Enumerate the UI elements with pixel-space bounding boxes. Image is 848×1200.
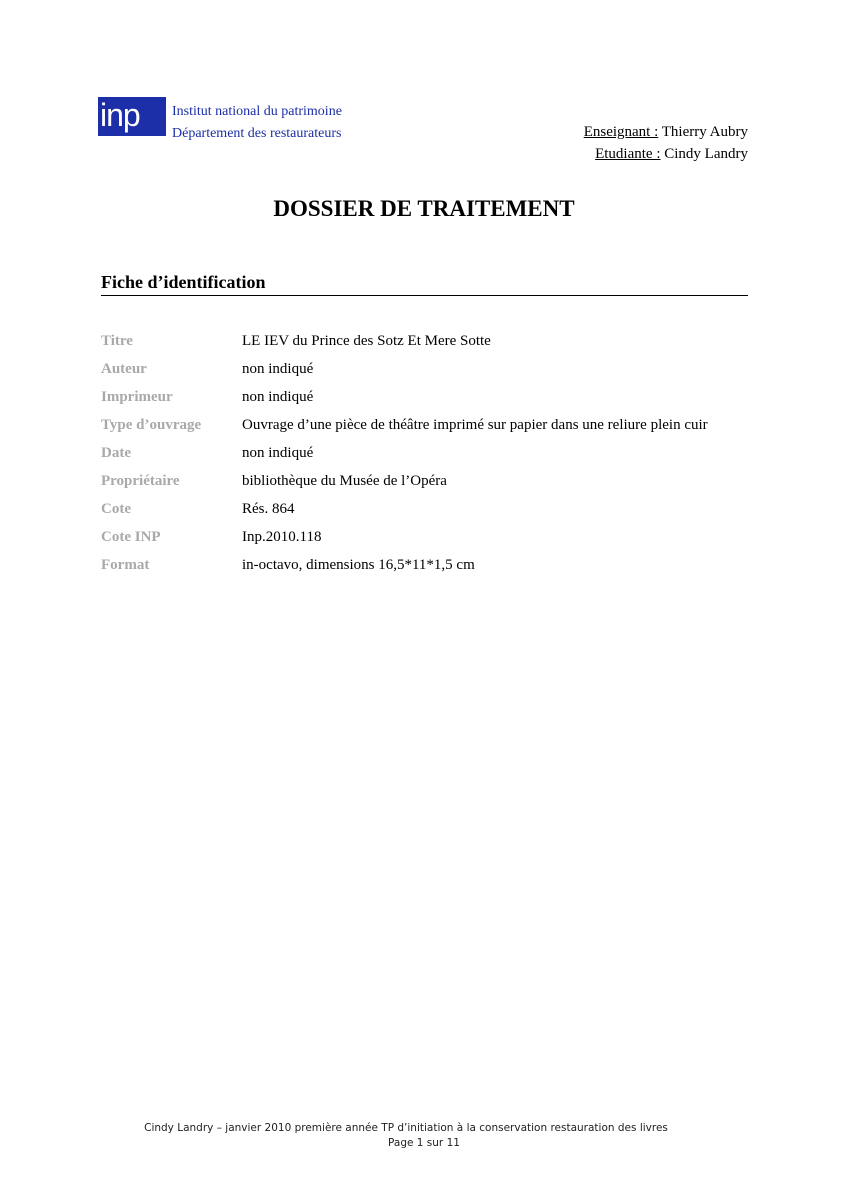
logo-text: inp bbox=[100, 97, 140, 133]
field-value: non indiqué bbox=[242, 361, 314, 377]
field-label: Format bbox=[101, 557, 150, 573]
persons-block bbox=[584, 121, 748, 165]
field-value: Ouvrage d’une pièce de théâtre imprimé sur papier dans une reliure plein cuir bbox=[242, 417, 708, 433]
teacher-label: Enseignant : bbox=[583, 124, 659, 140]
field-value: LE IEV du Prince des Sotz Et Mere Sotte bbox=[242, 333, 491, 349]
field-row-imprimeur bbox=[101, 387, 748, 407]
section-heading: Fiche d’identification bbox=[101, 272, 748, 296]
teacher-line bbox=[584, 121, 748, 143]
field-label: Cote INP bbox=[101, 529, 161, 545]
student-label: Etudiante : bbox=[595, 146, 661, 162]
field-value: in-octavo, dimensions 16,5*11*1,5 cm bbox=[242, 557, 475, 573]
footer-credit: Cindy Landry – janvier 2010 première année TP d’initiation à la conservation restauration des livres bbox=[144, 1122, 668, 1134]
institution-block bbox=[172, 101, 342, 145]
field-row-titre bbox=[101, 331, 748, 351]
field-label: Propriétaire bbox=[101, 473, 180, 489]
field-label: Type d’ouvrage bbox=[101, 417, 202, 433]
page-number: Page 1 sur 11 bbox=[388, 1137, 460, 1149]
field-row-date bbox=[101, 443, 748, 463]
field-label: Imprimeur bbox=[101, 389, 173, 405]
inp-logo bbox=[98, 97, 166, 136]
field-row-cote-inp bbox=[101, 527, 748, 547]
field-row-type-ouvrage bbox=[101, 415, 748, 435]
field-value: non indiqué bbox=[242, 445, 314, 461]
document-title: DOSSIER DE TRAITEMENT bbox=[273, 196, 575, 221]
field-row-auteur bbox=[101, 359, 748, 379]
field-row-proprietaire bbox=[101, 471, 748, 491]
field-value: non indiqué bbox=[242, 389, 314, 405]
field-row-cote bbox=[101, 499, 748, 519]
department-name: Département des restaurateurs bbox=[172, 126, 342, 141]
field-label: Cote bbox=[101, 501, 131, 517]
field-value: Inp.2010.118 bbox=[242, 529, 322, 545]
field-value: Rés. 864 bbox=[242, 501, 295, 517]
field-label: Date bbox=[101, 445, 131, 461]
field-value: bibliothèque du Musée de l’Opéra bbox=[242, 473, 447, 489]
teacher-name: Thierry Aubry bbox=[661, 124, 748, 140]
field-row-format bbox=[101, 555, 748, 575]
identification-fields bbox=[101, 331, 748, 583]
page-footer bbox=[0, 1121, 848, 1151]
institution-name: Institut national du patrimoine bbox=[172, 104, 342, 119]
student-name: Cindy Landry bbox=[664, 146, 748, 162]
field-label: Titre bbox=[101, 333, 133, 349]
field-label: Auteur bbox=[101, 361, 147, 377]
student-line bbox=[584, 143, 748, 165]
